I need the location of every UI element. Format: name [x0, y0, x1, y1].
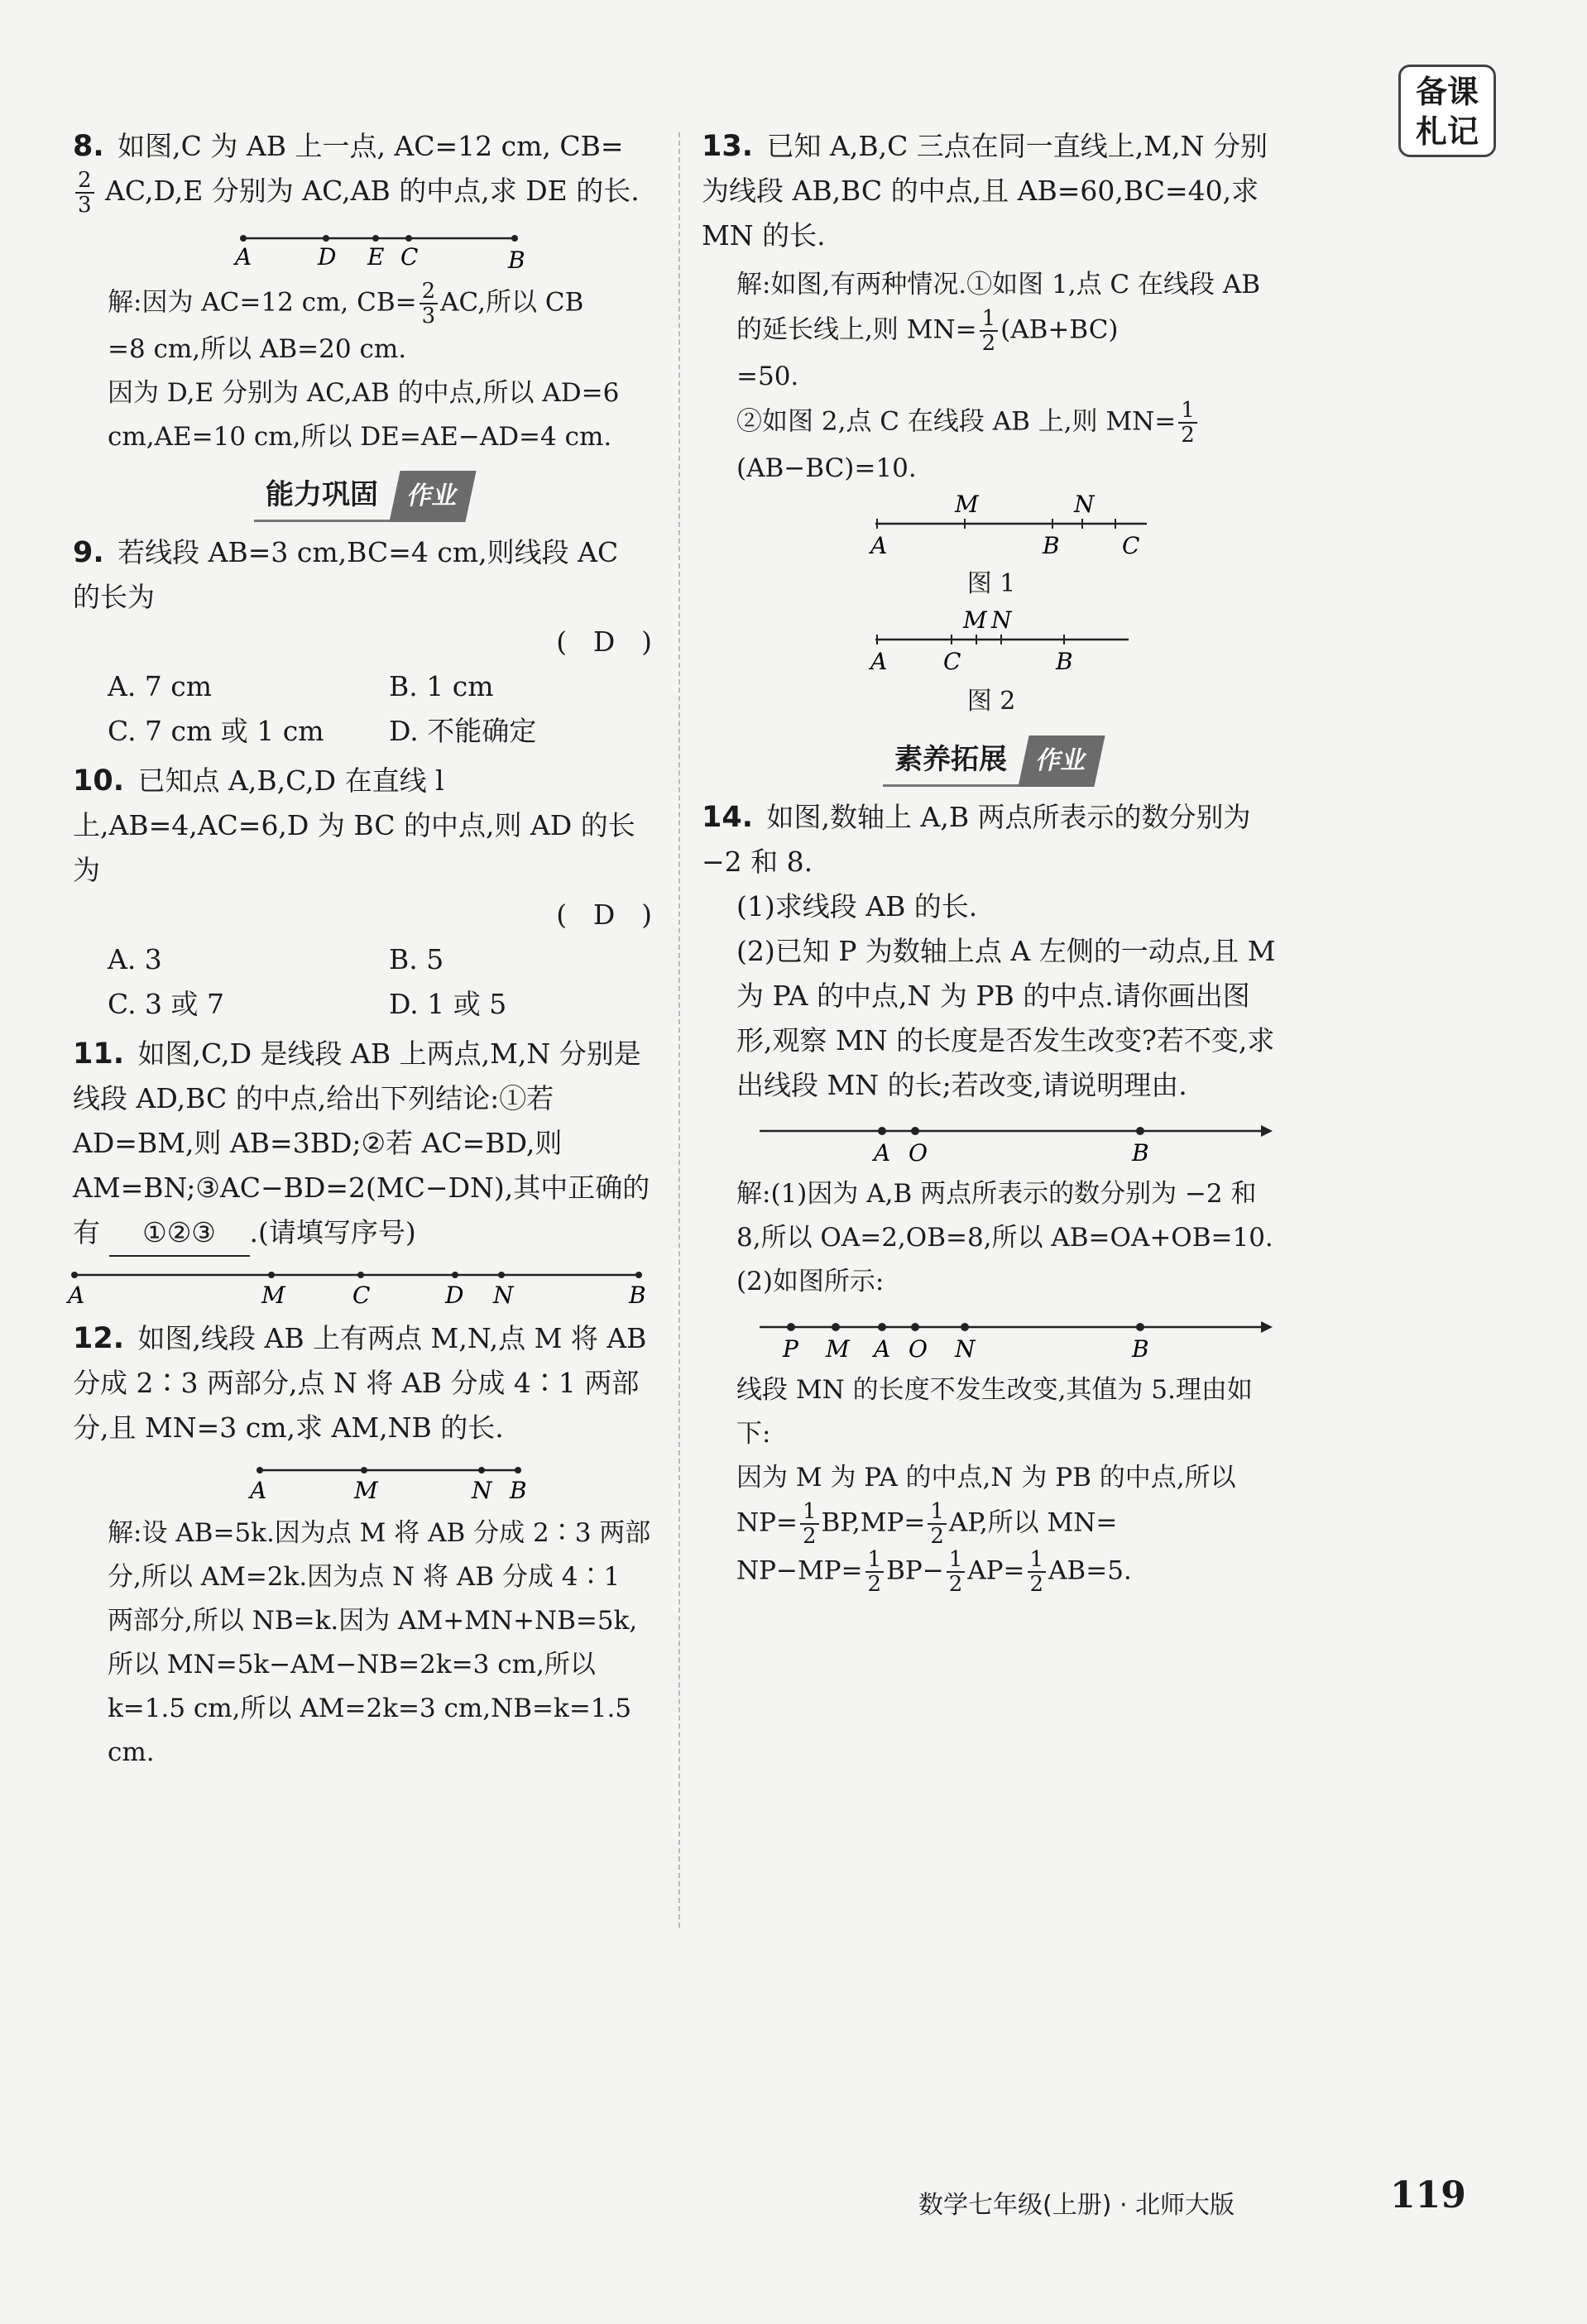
label-b: B: [508, 247, 525, 274]
label-a: A: [874, 1139, 891, 1167]
label-c: C: [943, 648, 961, 675]
question-text: 如图,线段 AB 上有两点 M,N,点 M 将 AB 分成 2∶3 两部分,点 N 将 AB 分成 4∶1 两部分,且 MN=3 cm,求 AM,NB 的长.: [73, 1322, 647, 1444]
label-b: B: [510, 1477, 527, 1504]
option-c: C. 3 或 7: [108, 988, 225, 1020]
options: [73, 664, 652, 754]
question-number: 13.: [702, 130, 754, 163]
question-part-2: (2)已知 P 为数轴上点 A 左侧的一动点,且 M 为 PA 的中点,N 为 PB 的中点.请你画出图形,观察 MN 的长度是否发生改变?若不变,求出线段 MN 的长;若改变,请说明理由.: [736, 935, 1276, 1101]
point-m: [832, 1323, 840, 1331]
option-d: D. 1 或 5: [389, 988, 507, 1020]
figure-caption-2: 图 2: [966, 687, 1016, 716]
answer: D: [592, 625, 616, 658]
answer-bracket: ( D ): [73, 620, 652, 664]
point-b: [515, 1467, 521, 1473]
point-c: [357, 1272, 364, 1278]
label-m: M: [955, 491, 979, 518]
label-n: N: [1074, 491, 1095, 518]
label-a: A: [235, 243, 252, 271]
question-text-tail: .(请填写序号): [249, 1216, 416, 1248]
section-header-extension: [702, 736, 1281, 787]
section-header-ability: [73, 471, 652, 522]
point-d: [452, 1272, 458, 1278]
label-a: A: [870, 648, 888, 675]
figure-q13-1: [702, 491, 1281, 559]
question-number: 12.: [73, 1322, 125, 1355]
question-14: [702, 795, 1281, 1108]
question-number: 14.: [702, 801, 754, 834]
label-e: E: [367, 243, 385, 271]
label-m: M: [963, 606, 987, 634]
solution-14-part2: 线段 MN 的长度不发生改变,其值为 5.理由如下: 因为 M 为 PA 的中点,N 为 PB 的中点,所以 NP= $\frac{1}{2}$ BP,MP= $\frac{1}{2}$ AP,所以 MN= NP−MP= $\frac{1}{2}$ BP− $\frac{1}{2}$ AP= $\frac{1}{2}$ AB=5.: [736, 1375, 1253, 1597]
column-divider: [678, 132, 680, 1928]
figure-q12: [73, 1457, 652, 1505]
question-text: 若线段 AB=3 cm,BC=4 cm,则线段 AC 的长为: [73, 536, 619, 613]
question-text: 如图,C,D 是线段 AB 上两点,M,N 分别是线段 AD,BC 的中点,给出下列结论:①若 AD=BM,则 AB=3BD;②若 AC=BD,则 AM=BN;③AC−BD=2(MC−DN),其中正确的有: [73, 1037, 650, 1248]
options: [73, 937, 652, 1027]
footer-book-title: 数学七年级(上册) · 北师大版: [918, 2191, 1235, 2220]
figure-q8: [73, 223, 652, 273]
question-13: [702, 124, 1281, 258]
point-a: [240, 235, 247, 242]
label-o: O: [909, 1139, 928, 1167]
point-a: [257, 1467, 263, 1473]
label-a: A: [250, 1477, 267, 1504]
label-n: N: [472, 1477, 492, 1504]
point-p: [787, 1323, 795, 1331]
question-text: 已知 A,B,C 三点在同一直线上,M,N 分别为线段 AB,BC 的中点,且 AB=60,BC=40,求 MN 的长.: [702, 130, 1268, 252]
label-n: N: [991, 606, 1012, 634]
point-e: [372, 235, 379, 242]
point-n: [498, 1272, 505, 1278]
question-11: [73, 1032, 652, 1257]
question-text: 如图,数轴上 A,B 两点所表示的数分别为 −2 和 8.: [702, 801, 1251, 878]
point-n: [478, 1467, 485, 1473]
label-n: N: [493, 1282, 514, 1309]
point-a: [878, 1127, 886, 1135]
label-m: M: [261, 1282, 285, 1309]
point-b: [1136, 1323, 1144, 1331]
figure-caption-1: 图 1: [966, 569, 1016, 598]
label-p: P: [783, 1335, 798, 1363]
label-n: N: [955, 1335, 976, 1363]
left-column: [68, 124, 652, 1775]
option-b: B. 5: [389, 943, 444, 975]
section-title: 能力巩固: [254, 471, 390, 522]
question-number: 10.: [73, 764, 125, 798]
label-c: C: [1122, 532, 1140, 559]
question-text: 已知点 A,B,C,D 在直线 l 上,AB=4,AC=6,D 为 BC 的中点,则 AD 的长为: [73, 764, 635, 886]
option-b: B. 1 cm: [389, 670, 494, 702]
option-c: C. 7 cm 或 1 cm: [108, 715, 324, 747]
solution-8: 解:因为 AC=12 cm, CB= $\frac{2}{3}$ AC,所以 CB =8 cm,所以 AB=20 cm. 因为 D,E 分别为 AC,AB 的中点,所以 AD=6 cm,AE=10 cm,所以 DE=AE−AD=4 cm.: [108, 279, 620, 452]
point-b: [635, 1272, 642, 1278]
question-text: AC,D,E 分别为 AC,AB 的中点,求 DE 的长.: [105, 175, 640, 207]
point-o: [911, 1127, 919, 1135]
label-c: C: [352, 1282, 371, 1309]
page-number: 119: [1390, 2174, 1466, 2216]
label-a: A: [68, 1282, 85, 1309]
solution-14: 解:(1)因为 A,B 两点所表示的数分别为 −2 和 8,所以 OA=2,OB=8,所以 AB=OA+OB=10. (2)如图所示:: [736, 1179, 1273, 1296]
option-d: D. 不能确定: [389, 715, 537, 747]
axis-arrow: [1261, 1321, 1273, 1333]
option-a: A. 3: [108, 943, 162, 975]
label-o: O: [909, 1335, 928, 1363]
question-part-1: (1)求线段 AB 的长.: [736, 890, 978, 922]
label-b: B: [1132, 1335, 1149, 1363]
question-9: [73, 530, 652, 754]
label-b: B: [1056, 648, 1073, 675]
answer: D: [592, 898, 616, 931]
point-o: [911, 1323, 919, 1331]
label-m: M: [354, 1477, 378, 1504]
point-a: [878, 1323, 886, 1331]
label-a: A: [874, 1335, 891, 1363]
question-12: [73, 1316, 652, 1450]
fraction: $\frac{2}{3}$: [75, 169, 94, 217]
question-number: 9.: [73, 536, 104, 569]
label-b: B: [1043, 532, 1060, 559]
badge-line2: 札记: [1415, 113, 1479, 150]
point-d: [323, 235, 329, 242]
solution-13: 解:如图,有两种情况.①如图 1,点 C 在线段 AB 的延长线上,则 MN= $\frac{1}{2}$ (AB+BC) =50. ②如图 2,点 C 在线段 AB 上,则 MN= $\frac{1}{2}$ (AB−BC)=10.: [736, 270, 1261, 483]
label-m: M: [826, 1335, 850, 1363]
badge-line1: 备课: [1415, 74, 1479, 110]
fill-blank-answer: ①②③: [109, 1210, 250, 1257]
point-m: [268, 1272, 275, 1278]
point-m: [361, 1467, 367, 1473]
figure-q13-2: [702, 606, 1281, 675]
option-a: A. 7 cm: [108, 670, 213, 702]
notes-badge: [1398, 65, 1496, 157]
answer-bracket: ( D ): [73, 893, 652, 937]
question-number: 8.: [73, 130, 104, 163]
number-line-2: [702, 1311, 1281, 1362]
question-10: [73, 759, 652, 1027]
section-tag: 作业: [389, 471, 476, 522]
section-title: 素养拓展: [883, 736, 1019, 787]
point-b: [1136, 1127, 1144, 1135]
section-tag: 作业: [1018, 736, 1105, 787]
axis-arrow: [1261, 1125, 1273, 1137]
number-line-1: [702, 1114, 1281, 1166]
label-b: B: [1132, 1139, 1149, 1167]
point-c: [405, 235, 412, 242]
figure-q11: [68, 1263, 652, 1310]
label-b: B: [629, 1282, 646, 1309]
question-8: [73, 124, 652, 217]
right-column: [702, 124, 1281, 1596]
label-d: D: [445, 1282, 464, 1309]
point-b: [511, 235, 518, 242]
label-c: C: [400, 243, 419, 271]
point-a: [71, 1272, 78, 1278]
label-d: D: [318, 243, 337, 271]
label-a: A: [870, 532, 888, 559]
point-n: [961, 1323, 969, 1331]
solution-12: 解:设 AB=5k.因为点 M 将 AB 分成 2∶3 两部分,所以 AM=2k.因为点 N 将 AB 分成 4∶1 两部分,所以 NB=k.因为 AM+MN+NB=5k,所以 MN=5k−AM−NB=2k=3 cm,所以 k=1.5 cm,所以 AM=2k=3 cm,NB=k=1.5 cm.: [108, 1518, 651, 1767]
question-number: 11.: [73, 1037, 125, 1071]
question-text: 如图,C 为 AB 上一点, AC=12 cm, CB=: [117, 130, 624, 162]
